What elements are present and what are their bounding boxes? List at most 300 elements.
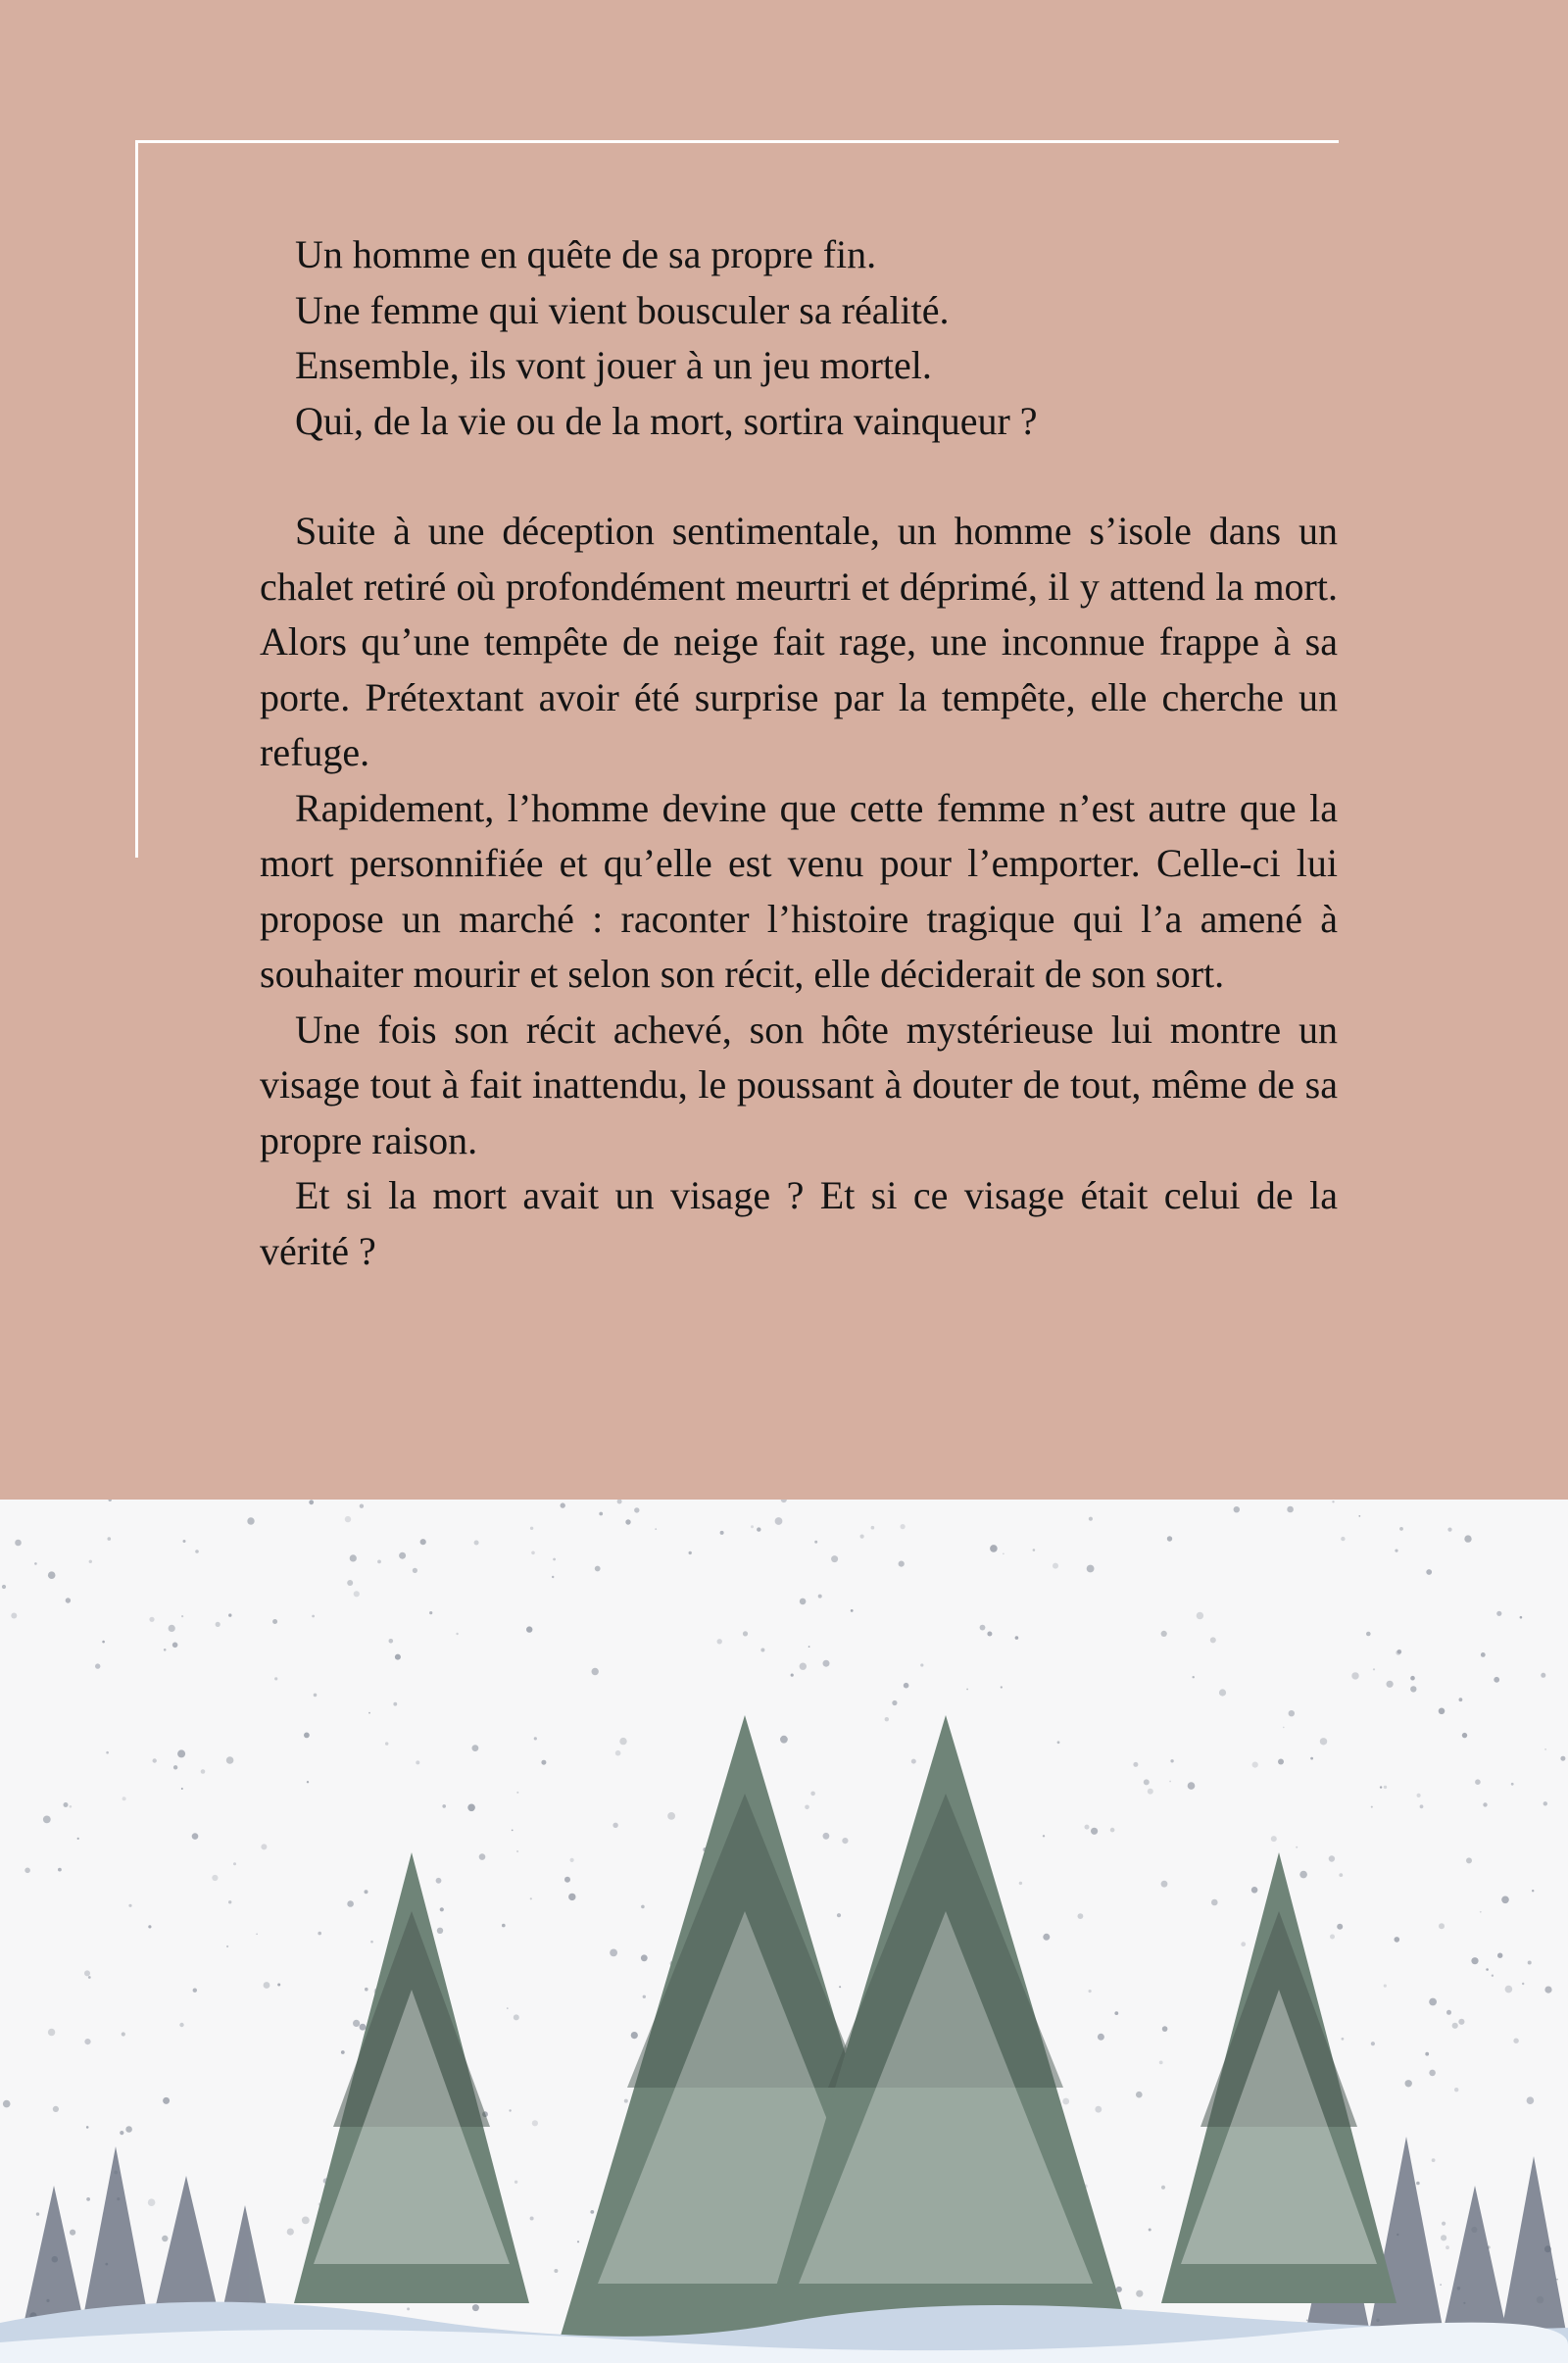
snowflake-speck [1513,2039,1518,2043]
snowflake-speck [805,1805,809,1810]
snowflake-speck [667,1812,675,1820]
snowflake-speck [1496,1611,1501,1616]
snowflake-speck [360,1504,364,1508]
snowflake-speck [195,1550,199,1553]
snowflake-speck [990,1545,998,1552]
snowflake-speck [70,1805,73,1808]
snowflake-speck [1149,2229,1152,2232]
intro-line: Une femme qui vient bousculer sa réalité. [295,287,950,332]
snowflake-speck [1306,2320,1308,2322]
snowflake-speck [641,1905,645,1909]
snowflake-speck [1234,1506,1240,1512]
snowflake-speck [212,1875,218,1881]
snowflake-speck [261,1844,267,1849]
snowflake-speck [1098,2034,1104,2041]
snowflake-speck [1169,1781,1171,1783]
snowflake-speck [1339,1873,1343,1877]
snowflake-speck [395,1654,401,1660]
snowflake-speck [842,1838,848,1844]
snowflake-speck [892,1700,897,1705]
snowflake-speck [2,1585,6,1589]
snowflake-speck [120,2131,123,2135]
snowflake-speck [509,2109,511,2111]
snowflake-speck [1144,1779,1150,1785]
snowflake-speck [1211,1899,1218,1906]
snowflake-speck [128,1904,131,1907]
snowflake-speck [1483,1802,1487,1806]
snowflake-speck [1197,1612,1203,1619]
snowflake-speck [456,1633,458,1635]
snowflake-speck [64,1802,69,1807]
snowflake-speck [256,1934,258,1936]
snowflake-speck [472,2304,479,2311]
snowflake-speck [516,1850,518,1852]
snowflake-speck [1167,1536,1172,1541]
snowflake-speck [1397,1649,1402,1654]
snowflake-speck [420,1539,426,1545]
snowflake-speck [1410,1676,1415,1681]
snowflake-speck [1395,1937,1400,1943]
snowflake-speck [228,1900,231,1903]
snowflake-speck [440,1907,444,1911]
snowflake-speck [1241,1942,1246,1946]
snowflake-speck [1087,1565,1095,1573]
snowflake-speck [216,1622,220,1627]
snowflake-speck [1501,1896,1509,1904]
snowflake-speck [442,1804,446,1808]
snowflake-speck [1447,1528,1451,1532]
snowflake-speck [304,1733,310,1739]
snowflake-speck [1329,1855,1335,1861]
snowflake-speck [272,1619,277,1624]
snowflake-speck [43,1816,51,1824]
snowflake-speck [89,1560,92,1563]
snowflake-speck [389,1639,394,1644]
frame-top-line [135,140,1339,143]
snowflake-speck [860,1535,864,1539]
snowflake-speck [84,1970,90,1976]
snowflake-speck [302,2217,310,2225]
snowflake-speck [514,2014,519,2020]
snowflake-speck [287,2229,294,2236]
snowflake-speck [643,1995,646,1998]
snowflake-speck [3,2100,11,2108]
intro-line: Ensemble, ils vont jouer à un jeu mortel. [295,343,932,387]
snowflake-speck [1161,2186,1165,2190]
snowflake-speck [1062,2098,1069,2105]
tree-right [1161,1852,1396,2303]
snowflake-speck [95,1663,100,1668]
snowflake-speck [24,1868,30,1874]
snowflake-speck [1442,2222,1446,2226]
snowflake-speck [1511,1783,1514,1786]
snowflake-speck [1560,1756,1565,1761]
snowflake-speck [181,1615,183,1617]
snowflake-speck [1380,1786,1382,1788]
snowflake-speck [514,2181,517,2184]
snowflake-speck [1289,1710,1295,1716]
snowflake-speck [1057,1741,1060,1744]
snowflake-speck [1439,1708,1446,1715]
snowflake-speck [1416,2182,1420,2186]
snowflake-speck [106,1751,109,1754]
snowflake-speck [58,1868,62,1872]
snowflake-speck [612,1823,617,1828]
snowflake-speck [1371,2042,1375,2045]
snowflake-speck [1410,1686,1416,1692]
snowflake-speck [1446,2010,1451,2015]
snowflake-speck [1078,1913,1084,1919]
snowflake-speck [1043,1934,1050,1941]
snowflake-speck [479,1853,486,1860]
snowflake-speck [193,1989,197,1993]
tree-left [294,1852,529,2303]
snowflake-speck [1544,1748,1546,1750]
snowflake-speck [1532,1890,1534,1892]
snowflake-speck [1446,2245,1449,2249]
snowflake-speck [1043,1835,1045,1837]
snowflake-speck [341,2050,345,2054]
snowflake-speck [1475,1779,1481,1785]
snowflake-speck [1432,2158,1436,2162]
snowflake-speck [1162,2026,1168,2032]
snowflake-speck [1161,1881,1168,1888]
snowflake-speck [1114,2011,1118,2015]
snowflake-speck [385,1742,388,1745]
snowflake-speck [911,1759,916,1764]
snowflake-speck [1454,2088,1458,2092]
snowflake-speck [1299,1871,1307,1879]
snowflake-speck [1015,1636,1019,1640]
snowflake-speck [1462,1733,1467,1738]
snowflake-speck [751,1525,754,1528]
snowflake-speck [1033,1549,1036,1551]
snowflake-speck [173,1765,177,1769]
snowflake-speck [181,1788,183,1790]
snowflake-speck [720,1531,724,1535]
snowflake-speck [1337,1924,1343,1930]
snowflake-speck [570,1858,574,1862]
snowflake-speck [599,1512,603,1516]
snowflake-speck [1089,1990,1092,1993]
snowflake-speck [264,1982,270,1989]
snowflake-speck [595,1566,601,1572]
snowflake-speck [1528,1961,1532,1965]
snowflake-speck [800,1599,807,1605]
snowflake-speck [472,1745,479,1751]
snowflake-speck [1420,1804,1424,1808]
synopsis-paragraph: Rapidement, l’homme devine que cette femme n’est autre que la mort personnifiée et qu’elle est venu pour l’emporter. Celle-ci lui propose un marché : raconter l’histoire tragique qui l’a amené à souhaiter mourir et selon son récit, elle déciderait de son sort. [260,785,1338,996]
snowflake-speck [345,1516,351,1522]
snowflake-speck [413,1568,417,1573]
snowflake-speck [1471,1957,1478,1964]
snowflake-speck [1440,2284,1442,2286]
snowflake-speck [1136,2092,1143,2098]
snowflake-speck [1556,2279,1558,2281]
snowflake-speck [541,1760,546,1765]
snowflake-speck [1497,1953,1502,1958]
snowflake-speck [354,1591,360,1597]
snowflake-speck [1505,1986,1513,1994]
snowflake-speck [247,1517,254,1524]
snowflake-speck [624,2099,628,2103]
intro-line: Un homme en quête de sa propre fin. [295,232,877,276]
snowflake-speck [416,1760,419,1764]
snowflake-speck [1405,2080,1412,2087]
snowflake-speck [831,1555,838,1562]
snowflake-speck [467,1804,475,1812]
snowflake-speck [1351,1672,1358,1679]
snowflake-speck [760,1649,764,1652]
snowflake-speck [1466,1857,1472,1863]
snowflake-speck [48,2029,55,2036]
snowflake-speck [561,1502,565,1507]
snowflake-speck [1085,1825,1090,1830]
snowflake-speck [1133,1762,1138,1767]
snowflake-speck [1527,2096,1535,2104]
snowflake-speck [86,2126,89,2129]
snowflake-speck [615,1750,621,1756]
snowflake-speck [532,2120,538,2126]
snowflake-speck [1091,1828,1098,1835]
snowflake-speck [66,1598,71,1602]
snowflake-speck [1053,1563,1058,1569]
snowflake-speck [655,1528,657,1530]
frame-left-line [135,140,138,858]
snowflake-speck [407,2307,410,2310]
snowflake-speck [15,1540,22,1547]
synopsis-paragraph: Suite à une déception sentimentale, un homme s’isole dans un chalet retiré où profondément meurtri et déprimé, il y attend la mort. Alors qu’une tempête de neige fait rage, une inconnue frappe à sa porte. Prétextant avoir été surprise par la tempête, elle cherche un refuge. [260,509,1338,774]
snowflake-speck [1522,1983,1524,1985]
snowflake-speck [347,1580,353,1586]
snowflake-speck [592,1668,599,1675]
snowflake-speck [502,1924,506,1928]
snowflake-speck [226,1945,228,1947]
snowflake-speck [590,2210,594,2214]
forest-svg [0,1500,1568,2363]
snowflake-speck [839,1986,841,1988]
snowflake-speck [233,1862,236,1865]
snowflake-speck [1425,2052,1429,2056]
intro-line: Qui, de la vie ou de la mort, sortira vainqueur ? [295,398,1038,443]
snowflake-speck [901,1524,906,1529]
snowflake-speck [353,2020,360,2027]
back-cover-text [260,227,1338,1279]
snowflake-speck [318,1932,321,1936]
snowflake-speck [1278,1759,1284,1765]
snowflake-speck [507,2007,509,2009]
snowflake-speck [980,1625,986,1631]
snowflake-speck [743,1631,748,1636]
snowflake-speck [757,1527,760,1531]
snowflake-speck [84,2039,90,2044]
snowflake-speck [871,1526,875,1530]
snowflake-speck [437,1928,443,1934]
snowflake-speck [791,1674,794,1677]
snowflake-speck [1480,1911,1482,1913]
snowflake-speck [1481,1652,1486,1657]
snowflake-speck [1371,1806,1373,1808]
snowflake-speck [1271,1836,1277,1842]
snowflake-speck [1296,1846,1298,1848]
snowflake-speck [1320,1738,1327,1745]
snowflake-speck [1384,1786,1387,1789]
snowflake-speck [148,2198,156,2206]
snowflake-speck [1136,2290,1143,2297]
snowflake-speck [1330,1935,1335,1940]
snowflake-speck [164,1649,167,1651]
snowflake-speck [920,1663,923,1666]
snowflake-speck [512,1830,514,1832]
snowflake-speck [554,2269,558,2273]
snowflake-speck [775,1517,783,1525]
snowflake-speck [122,2032,125,2036]
snowflake-speck [1358,1515,1360,1517]
stanza-gap [260,449,1338,504]
snowflake-speck [1089,1517,1093,1521]
snowflake-speck [365,1890,368,1894]
snowflake-speck [1251,1887,1258,1894]
snowflake-speck [823,1660,830,1667]
snowflake-speck [1148,1789,1153,1795]
snowflake-speck [818,1595,822,1599]
snowflake-speck [617,1500,622,1504]
snowflake-speck [780,1736,788,1744]
snowflake-speck [108,1537,112,1541]
snowflake-speck [781,1500,787,1502]
snowflake-speck [1342,2038,1345,2041]
snowflake-speck [148,1925,151,1928]
snowflake-speck [689,1551,692,1554]
snowflake-speck [966,1689,968,1691]
snowflake-speck [1544,1801,1547,1805]
snowflake-speck [526,1626,532,1632]
snowflake-speck [1310,1757,1313,1760]
snowflake-speck [552,1576,554,1578]
snowflake-speck [360,2024,367,2031]
snowflake-speck [162,2236,168,2241]
snowflake-speck [277,1984,280,1987]
snowflake-speck [1399,1527,1403,1531]
snowflake-speck [393,1702,397,1706]
snowflake-speck [641,1954,648,1961]
snowflake-speck [1116,2287,1122,2292]
snowflake-speck [631,2032,638,2039]
snowflake-speck [365,1988,368,1992]
snowflake-speck [568,1894,575,1900]
snowflake-speck [1520,1616,1523,1619]
snowflake-speck [368,1712,370,1714]
snowflake-speck [226,1756,234,1764]
snowflake-speck [619,1738,626,1745]
snowflake-speck [1366,1632,1371,1637]
snowflake-speck [183,1540,186,1543]
snowflake-speck [1426,1569,1432,1575]
snowflake-speck [377,1560,381,1564]
snowflake-speck [109,1500,112,1501]
snowflake-speck [1159,2061,1163,2065]
snowflake-speck [399,1552,406,1559]
snowflake-speck [102,1641,105,1644]
snowflake-speck [474,1541,479,1546]
snowflake-speck [810,1792,815,1797]
snowflake-speck [429,1611,432,1614]
snowflake-speck [88,1976,91,1979]
snowflake-speck [1544,1987,1551,1994]
snowflake-speck [564,1877,570,1883]
snowflake-speck [1384,1985,1387,1988]
snowflake-speck [347,1900,354,1907]
snowflake-speck [1492,1975,1494,1977]
snowflake-speck [1161,1631,1167,1637]
snowflake-speck [1494,1677,1499,1683]
snowflake-speck [201,1769,206,1774]
snowflake-speck [577,2240,579,2242]
snowflake-speck [1332,1501,1334,1502]
snowflake-speck [192,1833,199,1840]
snowflake-speck [516,1792,518,1794]
snowflake-speck [1458,2019,1464,2025]
snowflake-speck [885,1717,889,1721]
snowflake-speck [125,2126,132,2133]
snowflake-speck [1287,1506,1294,1513]
snowflake-speck [153,1758,157,1762]
snowflake-speck [177,1749,185,1757]
snowflake-speck [530,1527,533,1530]
snowflake-speck [274,1677,277,1680]
snowflake-speck [1210,1637,1216,1643]
snowflake-speck [350,1554,357,1561]
snowflake-speck [48,1571,56,1579]
snowflake-speck [1193,1676,1195,1678]
snowflake-speck [1252,1762,1258,1768]
snowflake-speck [436,1878,442,1884]
snowflake-speck [314,1694,318,1698]
snowflake-speck [1429,2070,1436,2077]
snowflake-speck [86,2197,90,2201]
snowflake-speck [77,1838,79,1840]
snowflake-speck [530,1897,532,1899]
snowflake-speck [1110,1828,1115,1833]
snowflake-speck [625,1519,630,1524]
snowflake-speck [1341,1537,1345,1541]
snowflake-speck [172,1643,178,1649]
snowflake-speck [530,2217,534,2221]
winter-forest-illustration [0,1500,1568,2363]
snowflake-speck [370,1941,373,1944]
snowflake-speck [309,1500,314,1504]
snowflake-speck [717,1639,722,1644]
snowflake-speck [800,1663,807,1670]
snowflake-speck [1395,1550,1397,1552]
snowflake-speck [1003,1553,1004,1555]
synopsis-paragraph: Et si la mort avait un visage ? Et si ce visage était celui de la vérité ? [260,1173,1338,1273]
snowflake-speck [1170,1759,1173,1762]
snowflake-speck [307,1781,309,1783]
snowflake-speck [228,1613,231,1616]
snowflake-speck [1373,1668,1375,1670]
snowflake-speck [1464,1535,1471,1542]
snowflake-speck [1283,1727,1285,1729]
snowflake-speck [1188,1782,1196,1790]
snowflake-speck [1486,1968,1489,1971]
snowflake-speck [179,2023,183,2027]
snowflake-speck [1429,1998,1437,2006]
snowflake-speck [1019,1882,1022,1885]
snowflake-speck [1219,1689,1226,1696]
snowflake-speck [808,1646,810,1648]
snowflake-speck [11,1613,17,1619]
